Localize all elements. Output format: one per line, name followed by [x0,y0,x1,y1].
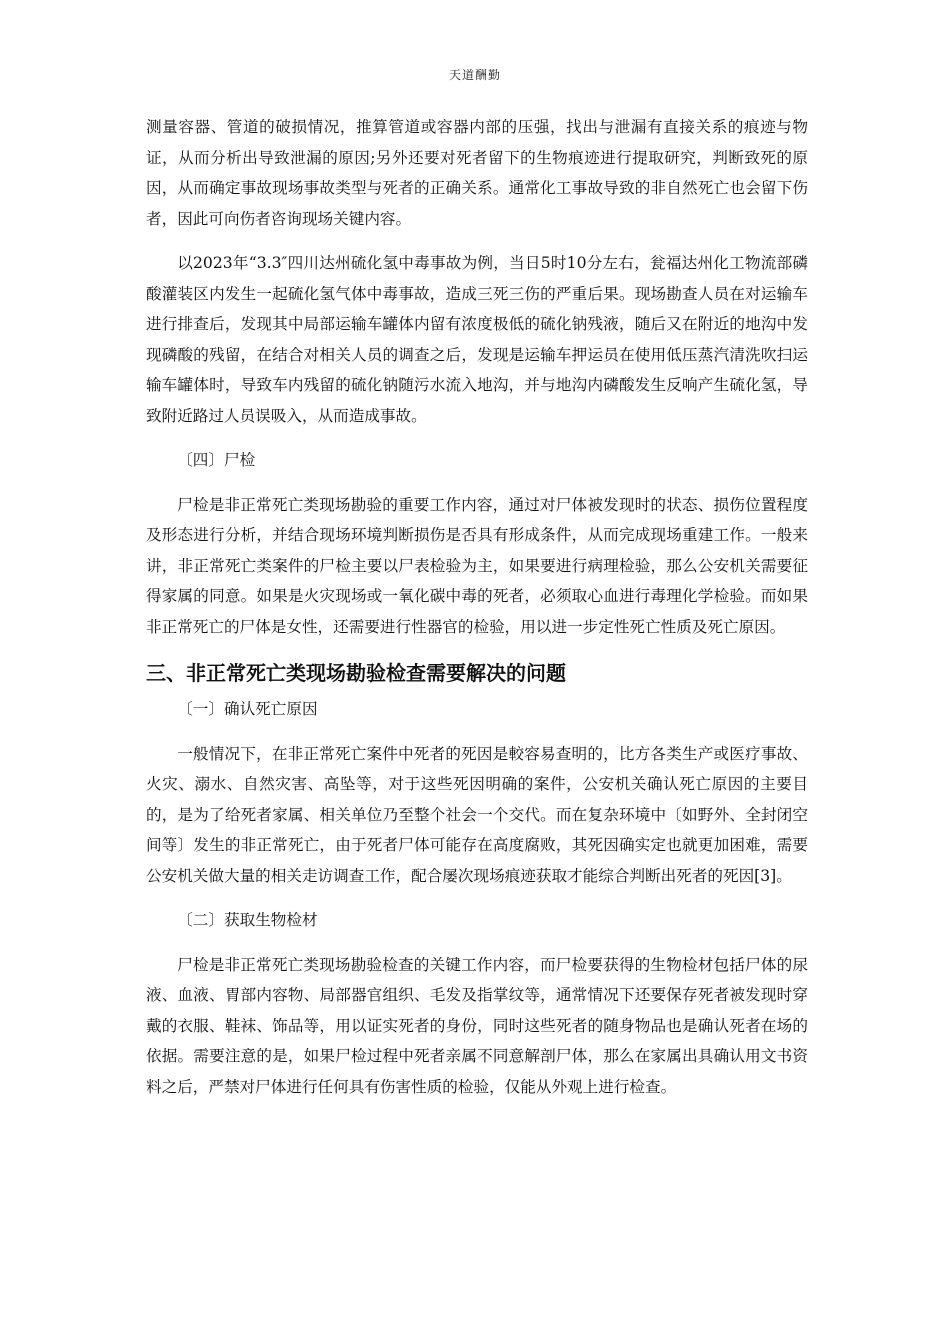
subheading-cause-of-death: 〔一〕确认死亡原因 [177,700,318,718]
paragraph-bio-samples: 尸检是非正常死亡类现场勘验检查的关键工作内容，而尸检要获得的生物检材包括尸体的尿液、血液、胃部内容物、局部器官组织、毛发及指掌纹等，通常情况下还要保存死者被发现时穿戴的衣服、鞋袜、饰品等，用以证实死者的身份，同时这些死者的随身物品也是确认死者在场的依据。需要注意的是，如果尸检过程中死者亲属不同意解剖尸体，那么在家属出具确认用文书资料之后，严禁对尸体进行任何具有伤害性质的检验，仅能从外观上进行检查。 [146,955,808,1096]
section-heading-3: 三、非正常死亡类现场勘验检查需要解决的问题 [146,661,566,685]
paragraph-cause-of-death: 一般情况下，在非正常死亡案件中死者的死因是較容易查明的，比方各类生产或医疗事故、火灾、溺水、自然灾害、高坠等，对于这些死因明确的案件，公安机关确认死亡原因的主要目的，是为了给死者家属、相关单位乃至整个社会一个交代。而在复杂环境中〔如野外、全封闭空间等〕发生的非正常死亡，由于死者尸体可能存在高度腐败，其死因确实定也就更加困难，需要公安机关做大量的相关走访调查工作，配合屡次现场痕迹获取才能综合判断出死者的死因[3]。 [146,744,808,885]
paragraph-leak-analysis: 测量容器、管道的破损情况，推算管道或容器内部的压强，找出与泄漏有直接关系的痕迹与物证，从而分析出导致泄漏的原因;另外还要对死者留下的生物痕迹进行提取研究，判断致死的原因，从而确定事故现场事故类型与死者的正确关系。通常化工事故导致的非自然死亡也会留下伤者，因此可向伤者咨询现场关键内容。 [146,118,808,228]
page-header: 天道酬勤 [448,68,501,82]
paragraph-dazhou-case: 以2023年“3.3″四川达州硫化氢中毒事故为例，当日5时10分左右，瓮福达州化工物流部磷酸灌装区内发生一起硫化氢气体中毒事故，造成三死三伤的严重后果。现场勘查人员在对运输车进行排查后，发现其中局部运输车罐体内留有浓度极低的硫化钠残液，随后又在附近的地沟中发现磷酸的残留，在结合对相关人员的调查之后，发现是运输车押运员在使用低压蒸汽清洗吹扫运输车罐体时，导致车内残留的硫化钠随污水流入地沟，并与地沟内磷酸发生反响产生硫化氢，导致附近路过人员误吸入，从而造成事故。 [146,254,808,425]
document-body [146,112,808,1102]
subheading-bio-samples: 〔二〕获取生物检材 [177,911,318,929]
subheading-autopsy: 〔四〕尸检 [177,451,256,469]
paragraph-autopsy: 尸检是非正常死亡类现场勘验的重要工作内容，通过对尸体被发现时的状态、损伤位置程度及形态进行分析，并结合现场环境判断损伤是否具有形成条件，从而完成现场重建工作。一般来讲，非正常死亡类案件的尸检主要以尸表检验为主，如果要进行病理检验，那么公安机关需要征得家属的同意。如果是火灾现场或一氧化碳中毒的死者，必须取心血进行毒理化学检验。而如果非正常死亡的尸体是女性，还需要进行性器官的检验，用以进一步定性死亡性质及死亡原因。 [146,495,808,636]
